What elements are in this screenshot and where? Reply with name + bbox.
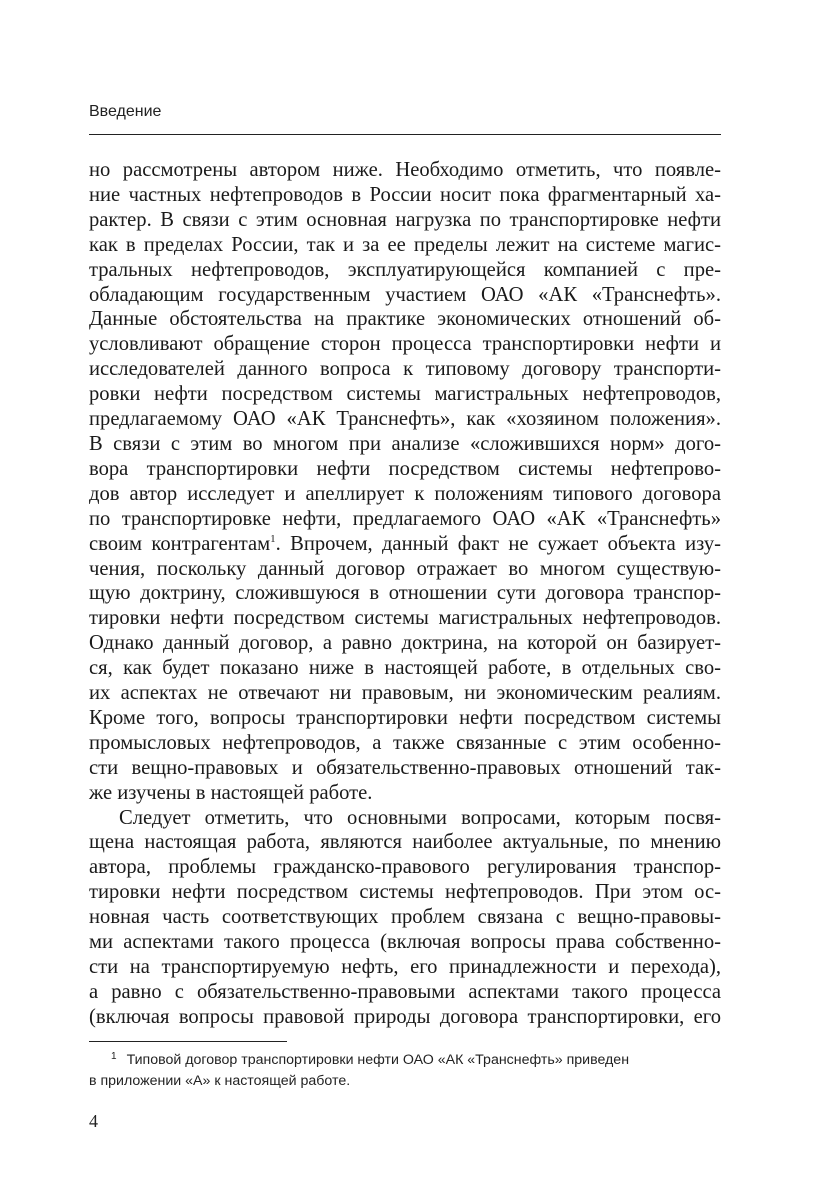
footnote-mark: 1 xyxy=(111,1051,117,1062)
body-text xyxy=(89,158,721,1030)
text-line: ние частных нефтепроводов в России носит пока фрагментарный ха- xyxy=(89,183,721,206)
text-line: но рассмотрены автором ниже. Необходимо отметить, что появле- xyxy=(89,159,721,181)
text-line: автора, проблемы гражданско-правового регулирования транспор- xyxy=(89,856,721,879)
footnote-rule xyxy=(89,1041,287,1042)
text-line: промысловых нефтепроводов, а также связанные с этим особенно- xyxy=(89,731,721,754)
text-line: обладающим государственным участием ОАО «АК «Транснефть». xyxy=(89,283,721,306)
text-line: вора транспортировки нефти посредством системы нефтепрово- xyxy=(89,457,721,480)
text-line: рактер. В связи с этим основная нагрузка по транспортировке нефти xyxy=(89,208,721,231)
text-line: В связи с этим во многом при анализе «сложившихся норм» дого- xyxy=(89,432,721,455)
text-line: их аспектах не отвечают ни правовым, ни экономическим реалиям. xyxy=(89,682,721,705)
text-line-with-footnote-ref xyxy=(89,532,721,557)
footnote-text-2: в приложении «А» к настоящей работе. xyxy=(89,1073,351,1089)
footnote-text-1: Типовой договор транспортировки нефти ОАО «АК «Транснефть» приведен xyxy=(126,1052,630,1068)
text-line: новная часть соответствующих проблем связана с вещно-правовы- xyxy=(89,906,721,929)
footnote xyxy=(89,1050,721,1092)
text-line: щую доктрину, сложившуюся в отношении сути договора транспор- xyxy=(89,582,721,605)
text-line: сти вещно-правовых и обязательственно-правовых отношений так- xyxy=(89,756,721,779)
text-line: ми аспектами такого процесса (включая вопросы права собственно- xyxy=(89,931,721,954)
text-line: исследователей данного вопроса к типовому договору транспорти- xyxy=(89,358,721,381)
text-line: а равно с обязательственно-правовыми аспектами такого процесса xyxy=(89,980,721,1003)
text-line: дов автор исследует и апеллирует к положениям типового договора xyxy=(89,482,721,505)
text-line: условливают обращение сторон процесса транспортировки нефти и xyxy=(89,333,721,356)
footnote-ref[interactable]: 1 xyxy=(270,532,276,545)
text-line: ровки нефти посредством системы магистральных нефтепроводов, xyxy=(89,383,721,406)
text-line: тральных нефтепроводов, эксплуатирующейся компанией с пре- xyxy=(89,258,721,281)
text-line: как в пределах России, так и за ее пределы лежит на системе магис- xyxy=(89,233,721,256)
text-line: чения, поскольку данный договор отражает во многом существую- xyxy=(89,557,721,580)
text-line: же изучены в настоящей работе. xyxy=(89,781,373,804)
text-line: ся, как будет показано ниже в настоящей работе, в отдельных сво- xyxy=(89,657,721,680)
text-line: тировки нефти посредством системы магистральных нефтепроводов. xyxy=(89,607,721,630)
text-line: Однако данный договор, а равно доктрина, на которой он базирует- xyxy=(89,632,721,655)
text-line: (включая вопросы правовой природы договора транспортировки, его xyxy=(89,1005,721,1028)
text-line: предлагаемому ОАО «АК Транснефть», как «хозяином положения». xyxy=(89,408,721,431)
text-line: щена настоящая работа, являются наиболее актуальные, по мнению xyxy=(89,831,721,854)
text-line: Данные обстоятельства на практике экономических отношений об- xyxy=(89,308,721,331)
text-line: тировки нефти посредством системы нефтепроводов. При этом ос- xyxy=(89,881,721,904)
text-line: Кроме того, вопросы транспортировки нефти посредством системы xyxy=(89,706,721,729)
text-line: по транспортировке нефти, предлагаемого ОАО «АК «Транснефть» xyxy=(89,507,721,530)
page-number: 4 xyxy=(89,1111,98,1131)
header-rule xyxy=(89,134,721,135)
text-line: Следует отметить, что основными вопросами, которым посвя- xyxy=(119,806,721,829)
footnote-line xyxy=(89,1050,721,1071)
line-start: своим контрагентам xyxy=(89,532,271,555)
text-line: сти на транспортируемую нефть, его принадлежности и перехода), xyxy=(89,956,721,978)
line-end: . Впрочем, данный факт не сужает объекта изу- xyxy=(275,532,721,555)
running-head-title: Введение xyxy=(89,103,162,120)
